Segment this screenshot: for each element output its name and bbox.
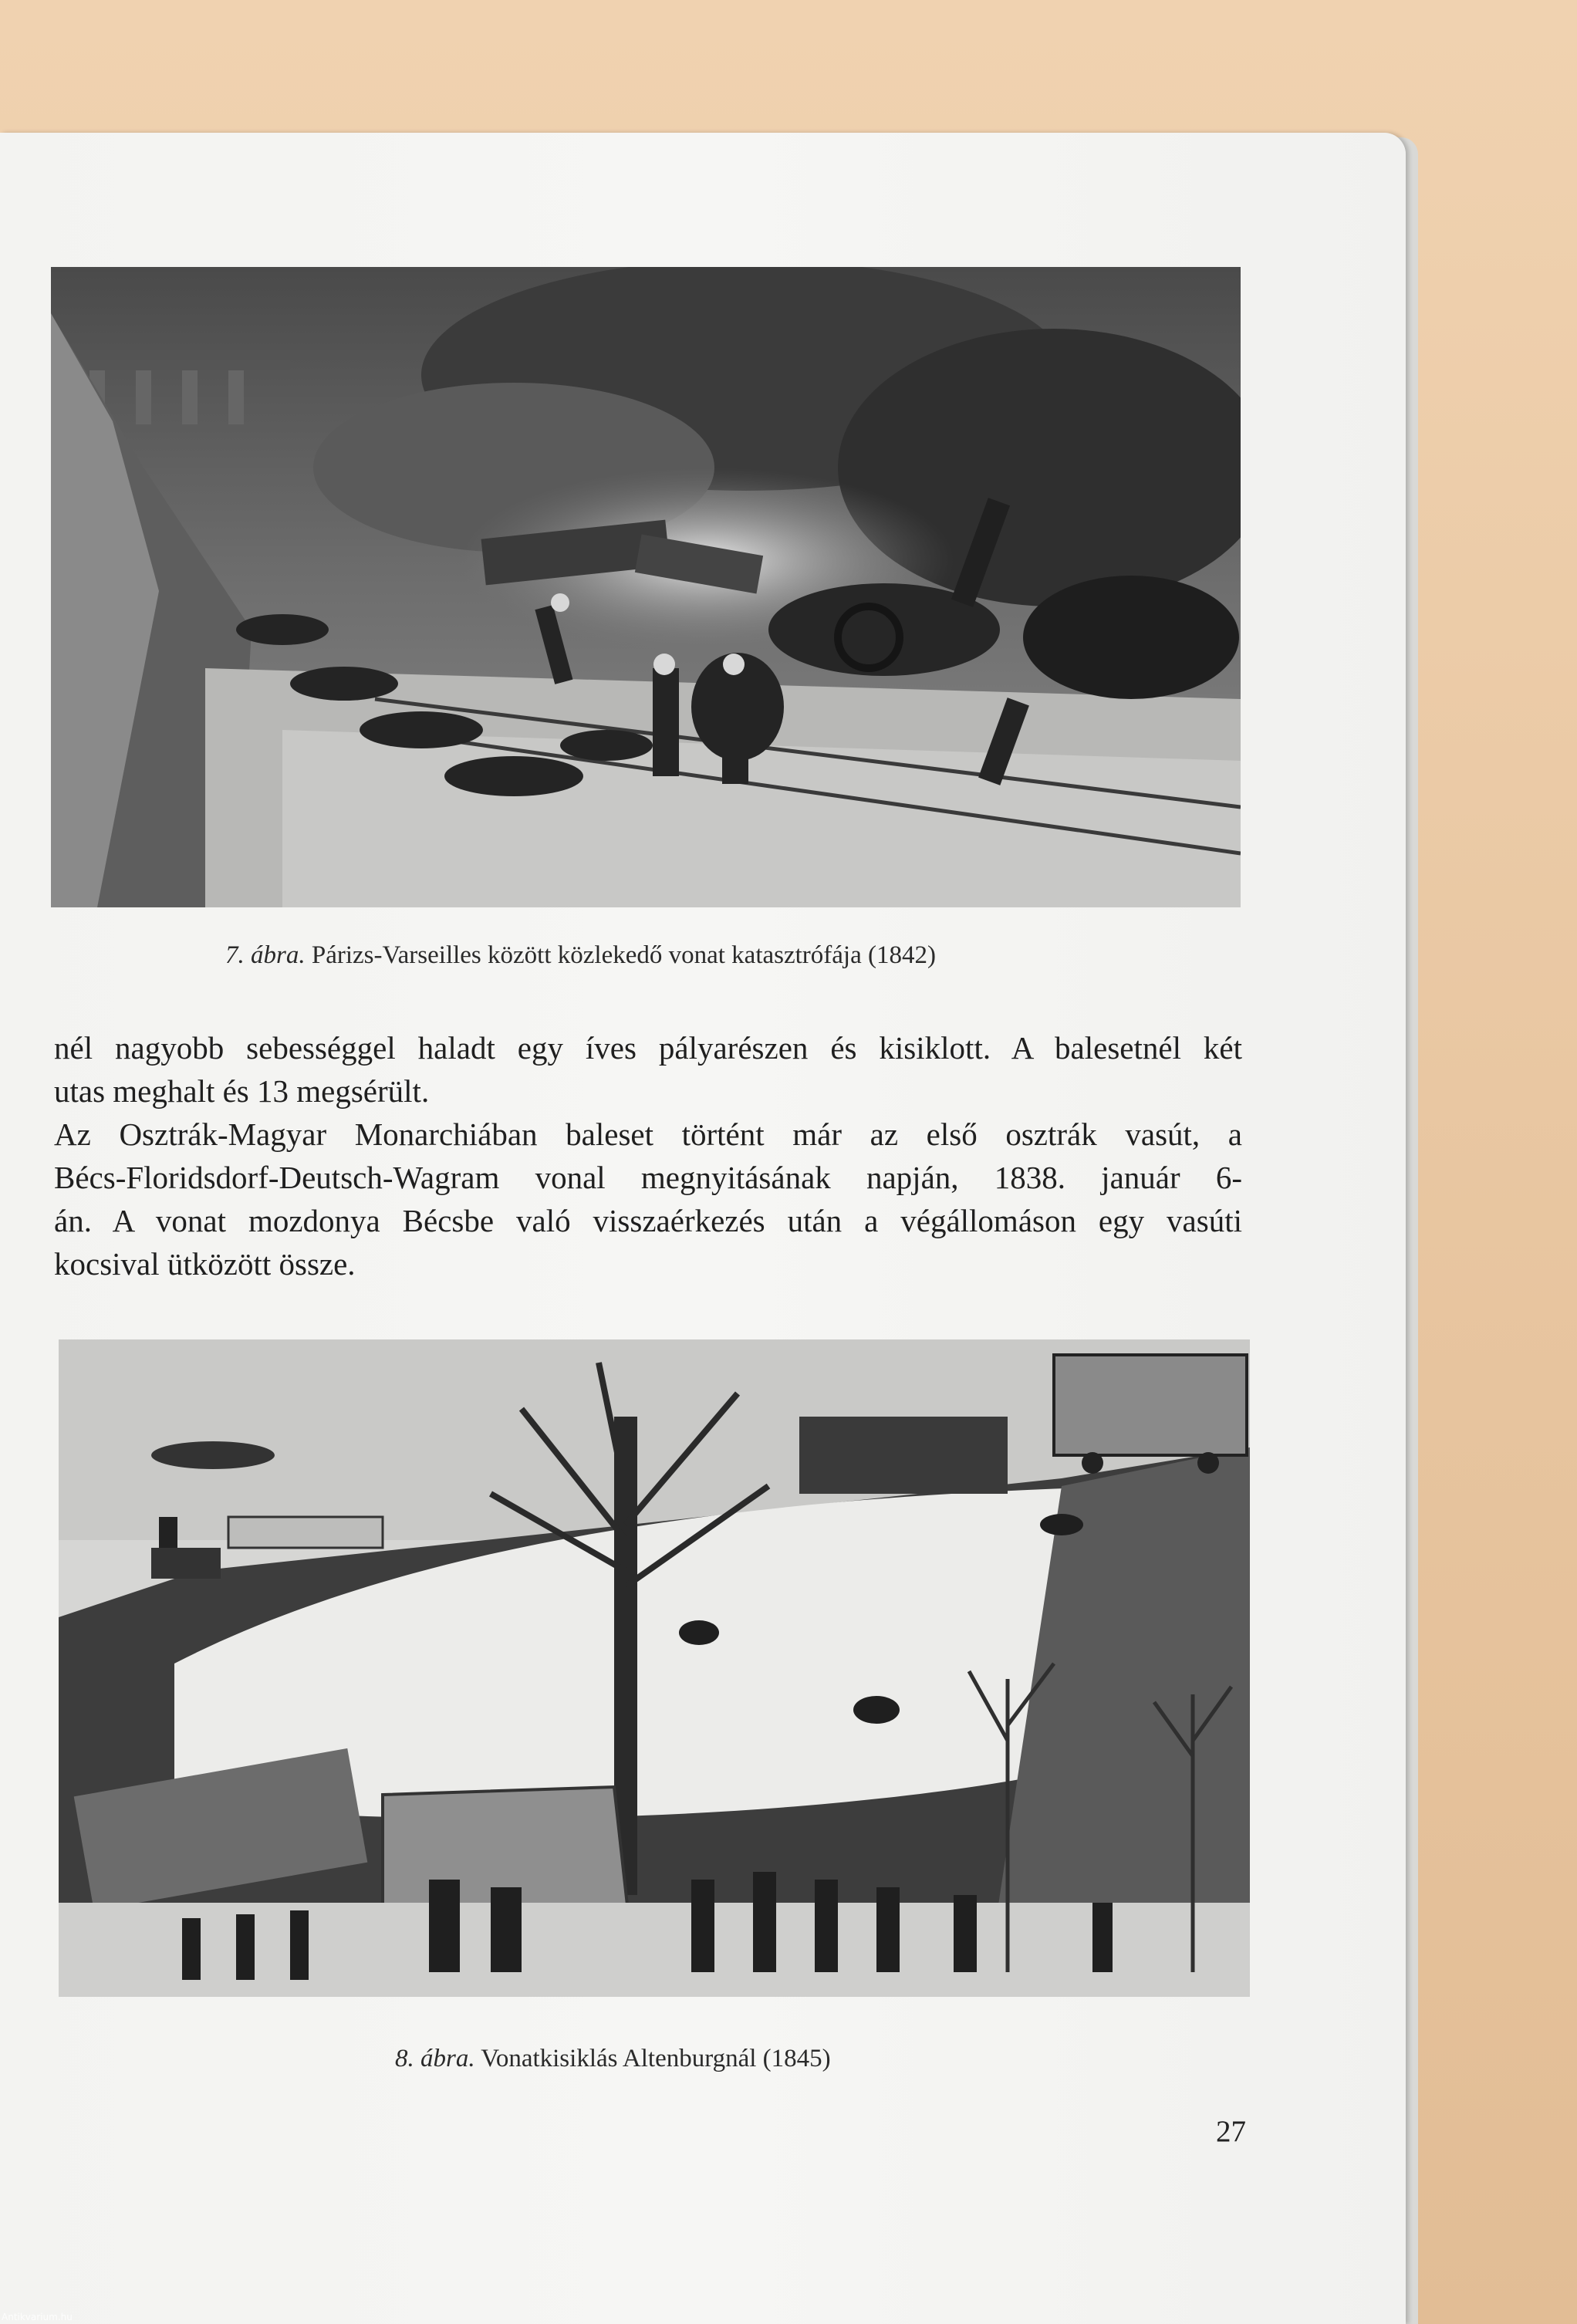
figure-1-caption (225, 941, 936, 970)
figure-2-caption-text: Vonatkisiklás Altenburgnál (1845) (481, 2045, 831, 2072)
body-paragraphs (54, 1026, 1242, 1285)
figure-1-label: 7. ábra. (225, 941, 306, 969)
figure-1-engraving (51, 267, 1241, 907)
watermark: Antikvarium.hu (2, 2312, 73, 2322)
body-line-2: utas meghalt és 13 megsérült. (54, 1073, 430, 1109)
body-line-5: án. A vonat mozdonya Bécsbe való visszaérkezés után a végállomáson egy vasúti (54, 1203, 1242, 1238)
body-line-1: nél nagyobb sebességgel haladt egy íves pályarészen és kisiklott. A balesetnél két (54, 1030, 1242, 1066)
figure-2-label: 8. ábra. (395, 2045, 475, 2072)
body-line-6: kocsival ütközött össze. (54, 1246, 356, 1282)
body-line-4: Bécs-Floridsdorf-Deutsch-Wagram vonal megnyitásának napján, 1838. január 6- (54, 1160, 1242, 1195)
body-line-3: Az Osztrák-Magyar Monarchiában baleset történt már az első osztrák vasút, a (54, 1116, 1242, 1152)
figure-2-caption (395, 2045, 831, 2073)
figure-1-caption-text: Párizs-Varseilles között közlekedő vonat katasztrófája (1842) (311, 941, 936, 969)
figure-2-engraving (59, 1339, 1250, 1997)
page-number: 27 (1216, 2115, 1246, 2148)
